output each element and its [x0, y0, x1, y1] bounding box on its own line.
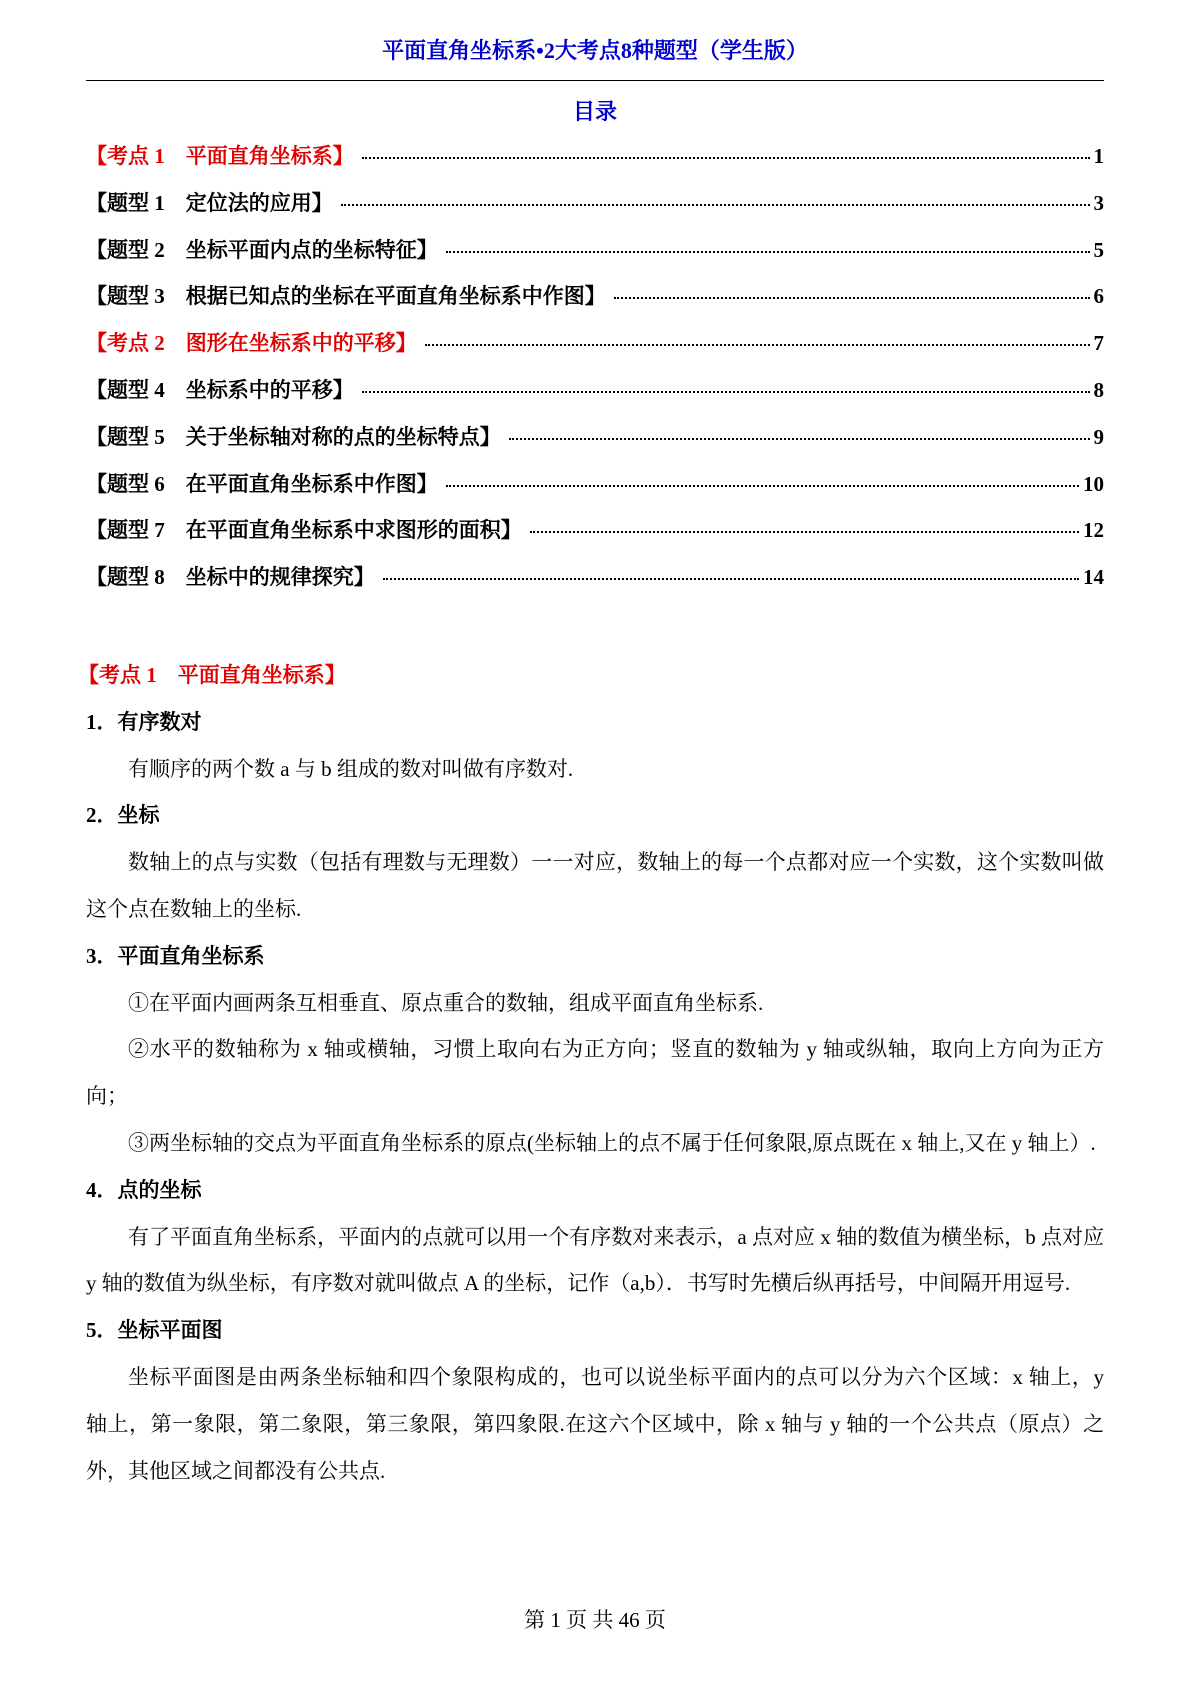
toc-page-number: 7 [1093, 331, 1104, 356]
paragraph: ①在平面内画两条互相垂直、原点重合的数轴，组成平面直角坐标系. [128, 990, 764, 1015]
toc-leader-dots [425, 343, 1090, 346]
toc-item-label: 【题型 5 关于坐标轴对称的点的坐标特点】 [86, 424, 501, 449]
subheading-ordered-pair: 1．有序数对 [86, 709, 202, 734]
toc-item[interactable] [86, 514, 1104, 561]
paragraph: 数轴上的点与实数（包括有理数与无理数）一一对应，数轴上的每一个点都对应一个实数，这个实数叫做这个点在数轴上的坐标. [86, 850, 1104, 921]
toc-item[interactable] [86, 234, 1104, 281]
toc-item-label: 【题型 8 坐标中的规律探究】 [86, 565, 375, 590]
toc-page-number: 9 [1093, 424, 1104, 449]
toc-item-label: 【题型 7 在平面直角坐标系中求图形的面积】 [86, 518, 522, 543]
toc-item-label: 【考点 1 平面直角坐标系】 [86, 144, 354, 168]
toc-item-label: 【题型 6 在平面直角坐标系中作图】 [86, 471, 438, 496]
toc-item-label: 【题型 2 坐标平面内点的坐标特征】 [86, 237, 438, 262]
header-rule [86, 80, 1104, 81]
toc-leader-dots [446, 484, 1079, 487]
toc-page-number: 14 [1083, 565, 1104, 590]
toc-item[interactable] [86, 374, 1104, 421]
toc-leader-dots [383, 577, 1079, 580]
toc-page-number: 12 [1083, 518, 1104, 543]
section-heading: 【考点 1 平面直角坐标系】 [78, 663, 346, 687]
paragraph: 有顺序的两个数 a 与 b 组成的数对叫做有序数对. [128, 756, 574, 781]
toc-item-label: 【题型 1 定位法的应用】 [86, 190, 333, 215]
toc-page-number: 1 [1093, 144, 1104, 168]
toc-item[interactable] [86, 327, 1104, 374]
paragraph: 坐标平面图是由两条坐标轴和四个象限构成的，也可以说坐标平面内的点可以分为六个区域：x 轴上，y 轴上，第一象限，第二象限，第三象限，第四象限.在这六个区域中，除 x 轴与 y 轴的一个公共点（原点）之外，其他区域之间都没有公共点. [86, 1364, 1104, 1483]
toc-item[interactable] [86, 140, 1104, 187]
main-content [78, 652, 1104, 1494]
toc-page-number: 5 [1093, 237, 1104, 262]
toc-item[interactable] [86, 561, 1104, 608]
subheading-cartesian-system: 3．平面直角坐标系 [86, 943, 265, 968]
document-title: 平面直角坐标系•2大考点8种题型（学生版） [382, 38, 808, 63]
paragraph: ②水平的数轴称为 x 轴或横轴，习惯上取向右为正方向；竖直的数轴为 y 轴或纵轴，取向上方向为正方向； [86, 1037, 1104, 1109]
toc-item-label: 【考点 2 图形在坐标系中的平移】 [86, 331, 417, 356]
page-number: 第 1 页 共 46 页 [524, 1608, 666, 1632]
subheading-point-coordinates: 4．点的坐标 [86, 1177, 202, 1202]
toc-leader-dots [362, 156, 1090, 159]
paragraph: 有了平面直角坐标系，平面内的点就可以用一个有序数对来表示，a 点对应 x 轴的数值为横坐标，b 点对应 y 轴的数值为纵坐标，有序数对就叫做点 A 的坐标，记作（a,b）．书写时先横后纵再括号，中间隔开用逗号. [86, 1224, 1104, 1296]
toc-item-label: 【题型 4 坐标系中的平移】 [86, 377, 354, 402]
table-of-contents [86, 140, 1104, 608]
toc-leader-dots [614, 296, 1090, 299]
toc-leader-dots [509, 437, 1090, 440]
toc-title: 目录 [572, 99, 617, 124]
toc-leader-dots [446, 250, 1090, 253]
toc-item[interactable] [86, 421, 1104, 468]
toc-leader-dots [530, 530, 1079, 533]
toc-item[interactable] [86, 280, 1104, 327]
toc-leader-dots [362, 390, 1090, 393]
toc-item[interactable] [86, 468, 1104, 515]
toc-item[interactable] [86, 187, 1104, 234]
toc-page-number: 10 [1083, 471, 1104, 496]
subheading-coordinate-plane: 5．坐标平面图 [86, 1318, 223, 1343]
toc-page-number: 8 [1093, 377, 1104, 402]
paragraph: ③两坐标轴的交点为平面直角坐标系的原点(坐标轴上的点不属于任何象限,原点既在 x 轴上,又在 y 轴上）. [128, 1130, 1096, 1155]
toc-page-number: 6 [1093, 284, 1104, 309]
toc-item-label: 【题型 3 根据已知点的坐标在平面直角坐标系中作图】 [86, 284, 606, 309]
toc-leader-dots [341, 203, 1090, 206]
toc-page-number: 3 [1093, 190, 1104, 215]
subheading-coordinate: 2．坐标 [86, 803, 160, 828]
